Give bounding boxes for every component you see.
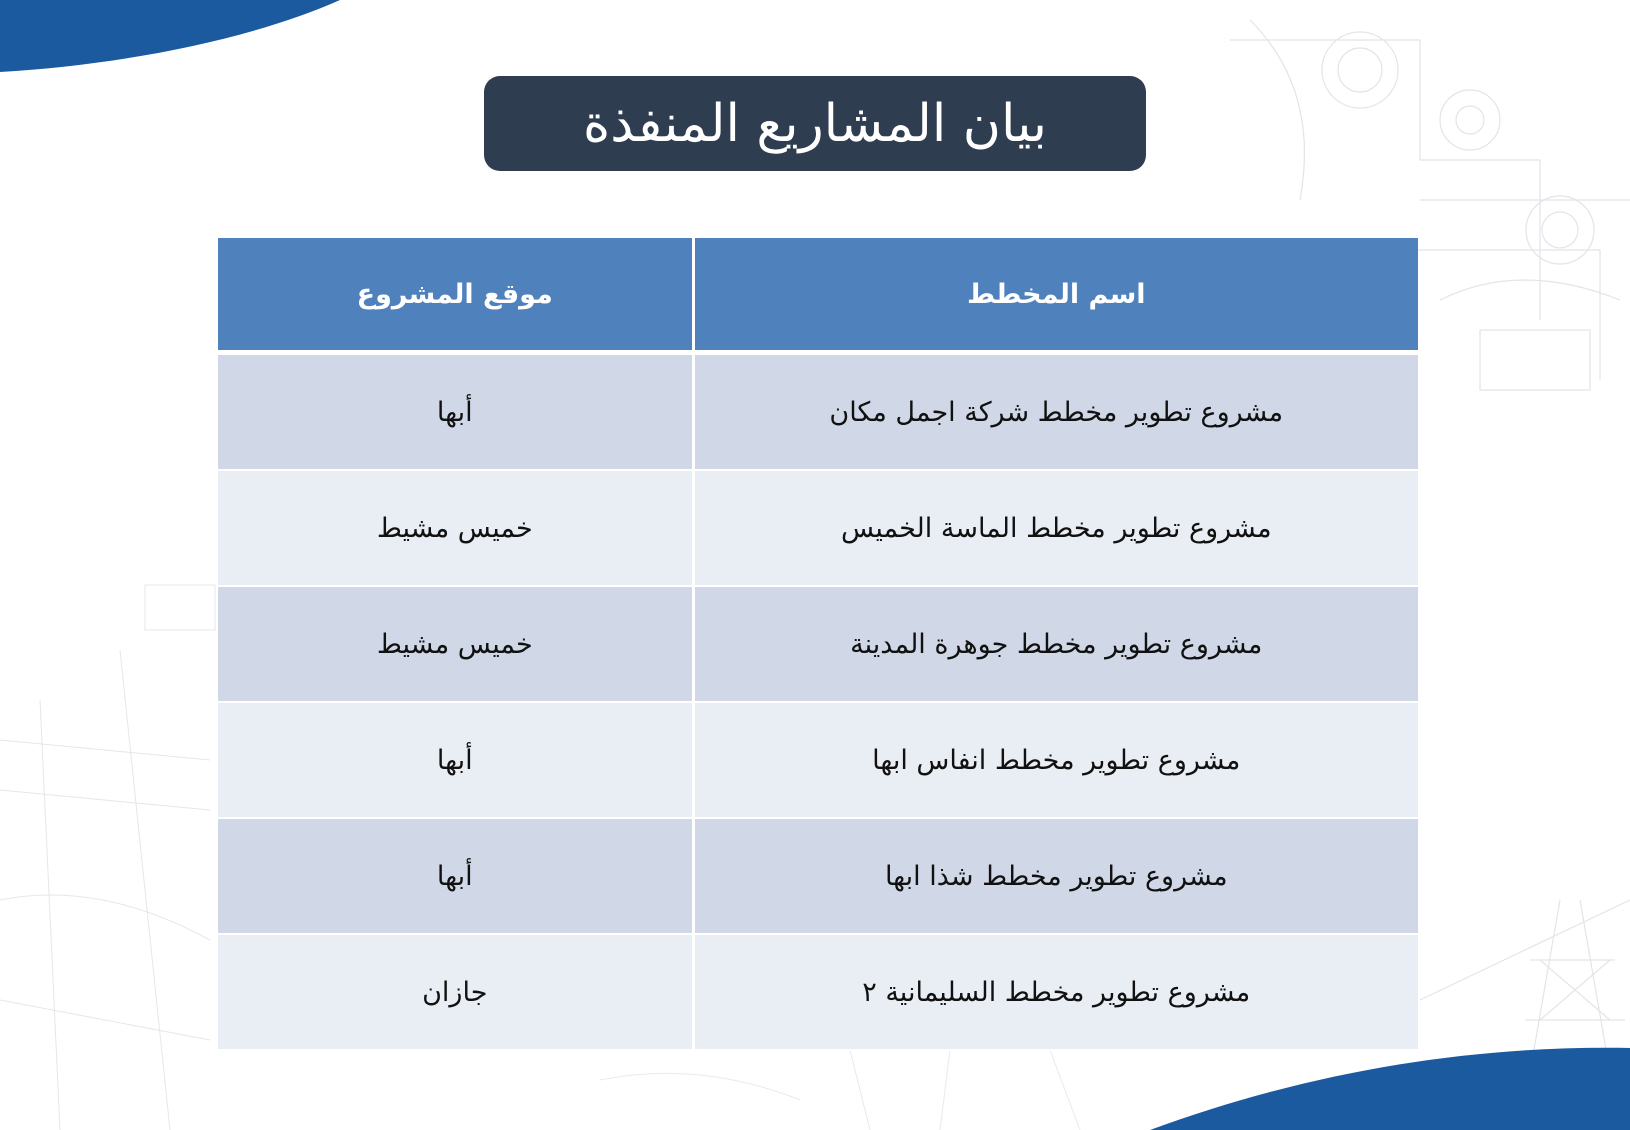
table-header-row: [218, 238, 1418, 353]
table-row: [218, 470, 1418, 586]
location-cell: أبها: [218, 353, 693, 471]
location-cell: أبها: [218, 702, 693, 818]
plan-name-cell: مشروع تطوير مخطط الماسة الخميس: [693, 470, 1418, 586]
location-cell: خميس مشيط: [218, 470, 693, 586]
table-row: [218, 353, 1418, 471]
table-row: [218, 702, 1418, 818]
projects-table-container: [218, 238, 1418, 1051]
location-cell: جازان: [218, 934, 693, 1050]
header-project-location: موقع المشروع: [218, 238, 693, 353]
header-plan-name: اسم المخطط: [693, 238, 1418, 353]
table-row: [218, 586, 1418, 702]
page-title-box: [484, 76, 1146, 171]
table-row: [218, 818, 1418, 934]
blueprint-sketch-left: [0, 585, 215, 1130]
plan-name-cell: مشروع تطوير مخطط شذا ابها: [693, 818, 1418, 934]
plan-name-cell: مشروع تطوير مخطط السليمانية ٢: [693, 934, 1418, 1050]
plan-name-cell: مشروع تطوير مخطط شركة اجمل مكان: [693, 353, 1418, 471]
blue-swoosh-top-left: [0, 0, 340, 72]
plan-name-cell: مشروع تطوير مخطط انفاس ابها: [693, 702, 1418, 818]
plan-name-cell: مشروع تطوير مخطط جوهرة المدينة: [693, 586, 1418, 702]
page-title: بيان المشاريع المنفذة: [583, 93, 1047, 154]
projects-table: [218, 238, 1418, 1051]
blueprint-sketch-bottom: [600, 1050, 1080, 1130]
location-cell: أبها: [218, 818, 693, 934]
location-cell: خميس مشيط: [218, 586, 693, 702]
table-row: [218, 934, 1418, 1050]
blue-swoosh-bottom-right: [1150, 1048, 1630, 1130]
